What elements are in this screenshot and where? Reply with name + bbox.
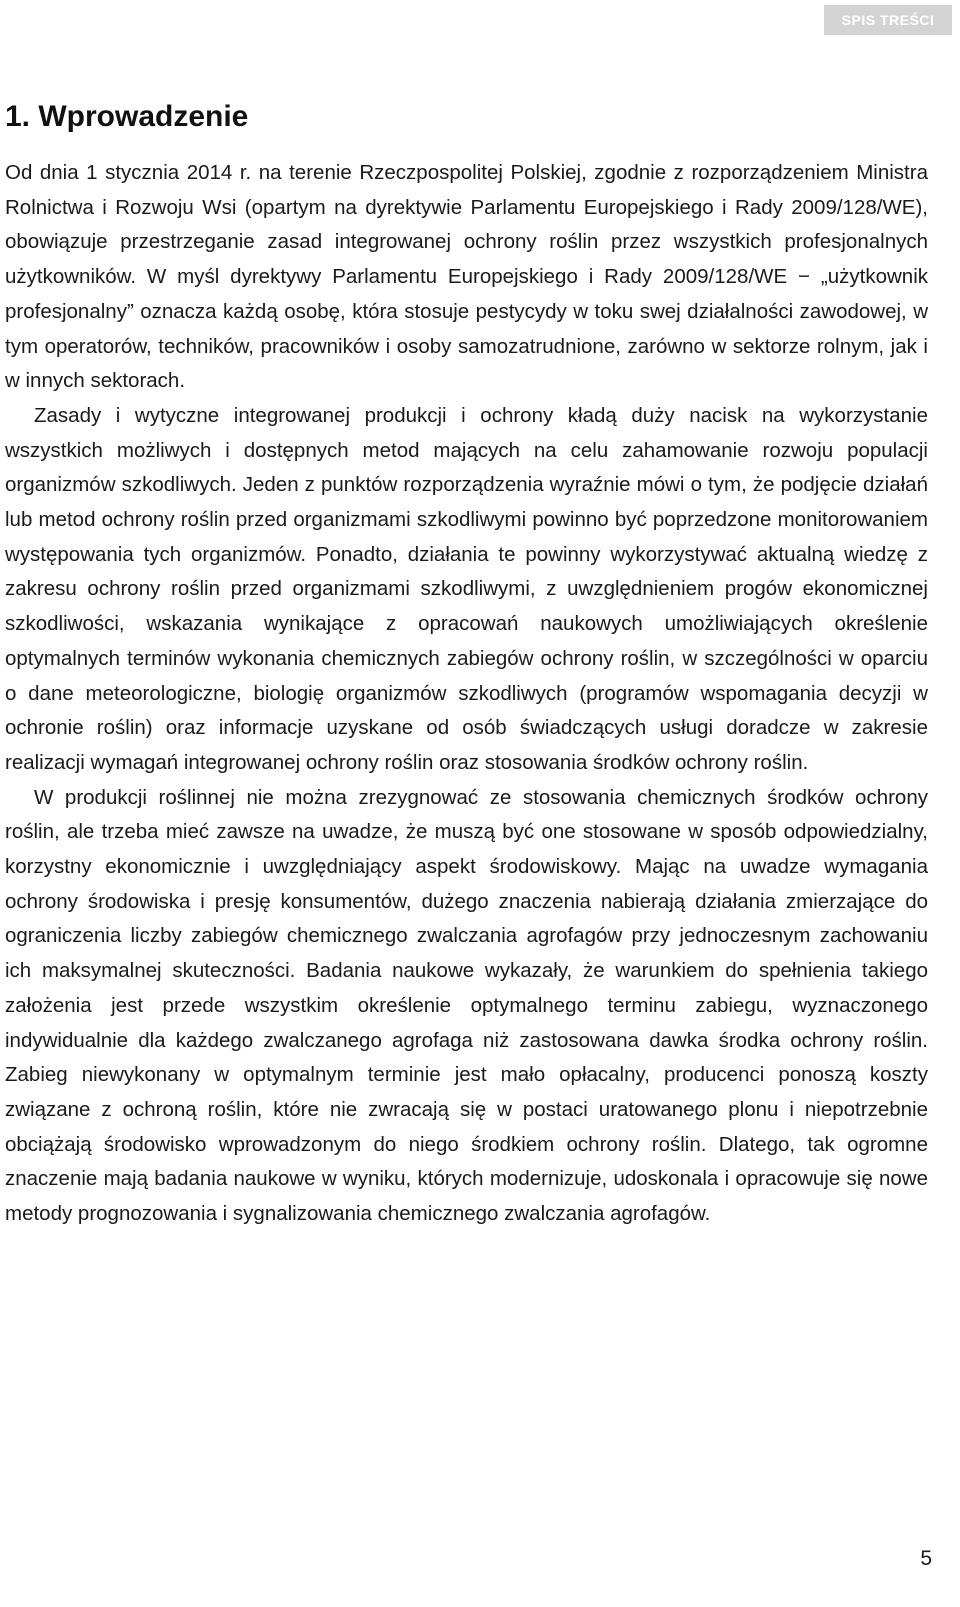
paragraph-chemical-protection: W produkcji roślinnej nie można zrezygnować ze stosowania chemicznych środków ochrony roślin, ale trzeba mieć zawsze na uwadze, że muszą być one stosowane w sposób odpowiedzialny, korzystny ekonomicznie i uwzględniający aspekt środowiskowy. Mając na uwadze wymagania ochrony środowiska i presję konsumentów, dużego znaczenia nabierają działania zmierzające do ograniczenia liczby zabiegów chemicznego zwalczania agrofagów przy jednoczesnym zachowaniu ich maksymalnej skuteczności. Badania naukowe wykazały, że warunkiem do spełnienia takiego założenia jest przede wszystkim określenie optymalnego terminu zabiegu, wyznaczonego indywidualnie dla każdego zwalczanego agrofaga niż zastosowana dawka środka ochrony roślin. Zabieg niewykonany w optymalnym terminie jest mało opłacalny, producenci ponoszą koszty związane z ochroną roślin, które nie zwracają się w postaci uratowanego plonu i niepotrzebnie obciążają środowisko wprowadzonym do niego środkiem ochrony roślin. Dlatego, tak ogromne znaczenie mają badania naukowe w wyniku, których modernizuje, udoskonala i opracowuje się nowe metody prognozowania i sygnalizowania chemicznego zwalczania agrofagów.: [5, 785, 928, 1226]
paragraph-intro: Od dnia 1 stycznia 2014 r. na terenie Rzeczpospolitej Polskiej, zgodnie z rozporządzeniem Ministra Rolnictwa i Rozwoju Wsi (opartym na dyrektywie Parlamentu Europejskiego i Rady 2009/128/WE), obowiązuje przestrzeganie zasad integrowanej ochrony roślin przez wszystkich profesjonalnych użytkowników. W myśl dyrektywy Parlamentu Europejskiego i Rady 2009/128/WE − „użytkownik profesjonalny” oznacza każdą osobę, która stosuje pestycydy w toku swej działalności zawodowej, w tym operatorów, techników, pracowników i osoby samozatrudnione, zarówno w sektorze rolnym, jak i w innych sektorach.: [5, 161, 928, 393]
section-title: 1. Wprowadzenie: [5, 100, 249, 133]
paragraph-principles: Zasady i wytyczne integrowanej produkcji i ochrony kładą duży nacisk na wykorzystanie wszystkich możliwych i dostępnych metod mających na celu zahamowanie rozwoju populacji organizmów szkodliwych. Jeden z punktów rozporządzenia wyraźnie mówi o tym, że podjęcie działań lub metod ochrony roślin przed organizmami szkodliwymi powinno być poprzedzone monitorowaniem występowania tych organizmów. Ponadto, działania te powinny wykorzystywać aktualną wiedzę z zakresu ochrony roślin przed organizmami szkodliwymi, z uwzględnieniem progów ekonomicznej szkodliwości, wskazania wynikające z opracowań naukowych umożliwiających określenie optymalnych terminów wykonania chemicznych zabiegów ochrony roślin, w szczególności w oparciu o dane meteorologiczne, biologię organizmów szkodliwych (programów wspomagania decyzji w ochronie roślin) oraz informacje uzyskane od osób świadczących usługi doradcze w zakresie realizacji wymagań integrowanej ochrony roślin oraz stosowania środków ochrony roślin.: [5, 403, 928, 774]
page-number: 5: [920, 1547, 932, 1570]
section-body: [5, 156, 928, 1232]
table-of-contents-button[interactable]: SPIS TREŚCI: [824, 5, 952, 35]
